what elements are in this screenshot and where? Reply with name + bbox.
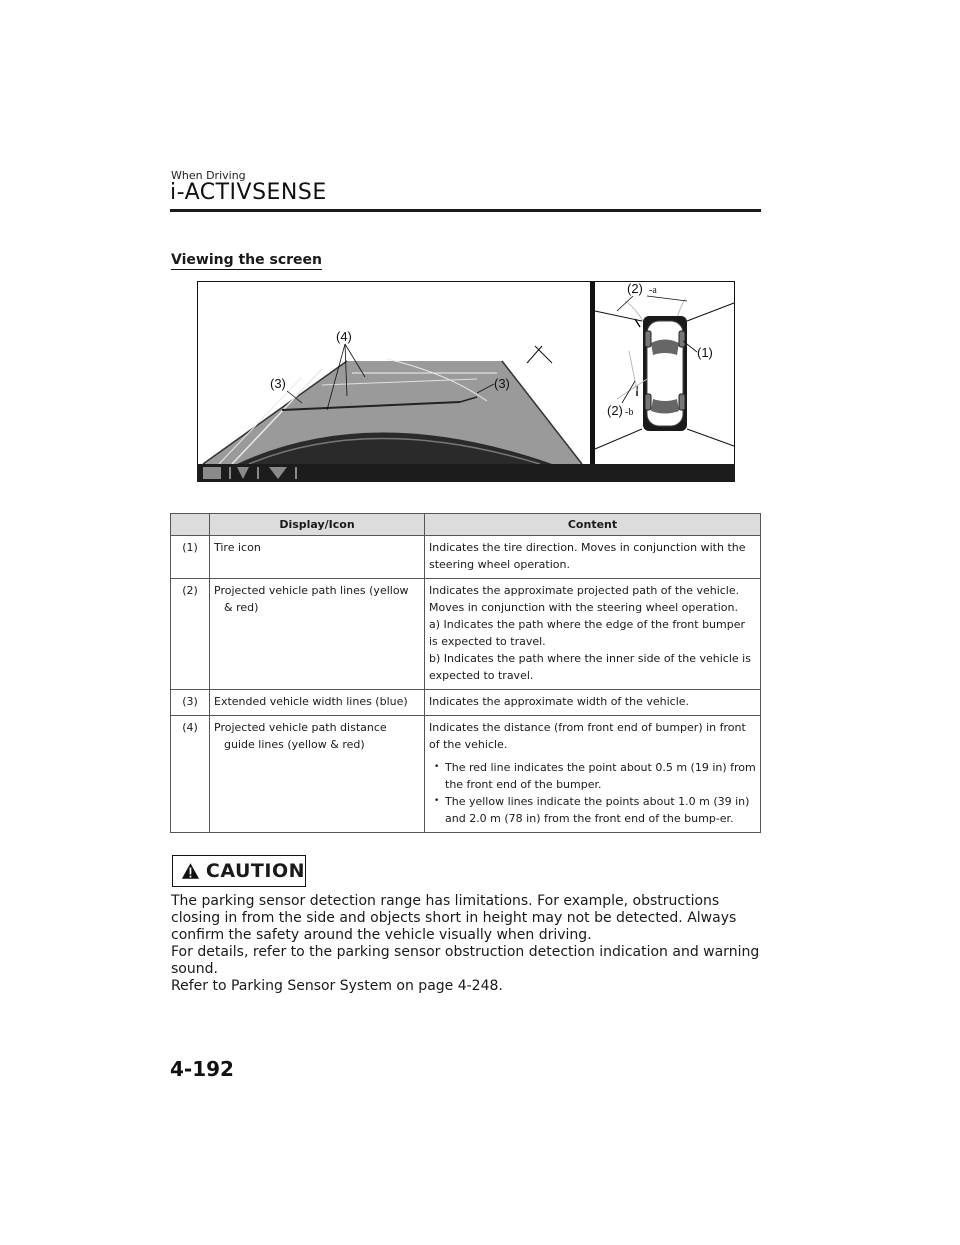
caution-box bbox=[172, 855, 306, 887]
callout-path-inner: (2) bbox=[607, 403, 623, 418]
table-row bbox=[171, 716, 761, 833]
callout-path-front: (2) bbox=[627, 281, 643, 296]
content-text: Indicates the approximate width of the vehicle. bbox=[429, 695, 690, 708]
display-text: Extended vehicle width lines (blue) bbox=[214, 695, 408, 708]
header-rule bbox=[170, 209, 761, 212]
content-text-a: a) Indicates the path where the edge of the front bumper is expected to travel. bbox=[429, 618, 746, 648]
table-row bbox=[171, 690, 761, 716]
callout-distance-lines: (4) bbox=[336, 329, 352, 344]
list-item: • The red line indicates the point about 0.5 m (19 in) from the front end of the bumper. bbox=[429, 759, 756, 793]
display-text: Projected vehicle path lines (yellow bbox=[214, 584, 409, 597]
table-row bbox=[171, 579, 761, 690]
row-display bbox=[210, 579, 425, 690]
warning-triangle-icon bbox=[181, 861, 200, 881]
tire-icon-front-right bbox=[679, 331, 685, 347]
caution-paragraph: For details, refer to the parking sensor obstruction detection indication and warning sound. bbox=[171, 944, 760, 977]
table-header-row bbox=[171, 514, 761, 536]
caution-paragraph: The parking sensor detection range has limitations. For example, obstructions closing in from the side and objects short in height may not be detected. Always confirm the safety around the vehicle visually when driving. bbox=[171, 893, 737, 943]
content-text: Indicates the distance (from front end of bumper) in front of the vehicle. bbox=[429, 721, 746, 751]
chapter-title: i-ACTIVSENSE bbox=[170, 180, 327, 205]
list-item: • The yellow lines indicate the points about 1.0 m (39 in) and 2.0 m (78 in) from the front end of the bump-er. bbox=[429, 793, 756, 827]
callout-tire-icon: (1) bbox=[697, 345, 713, 360]
row-content bbox=[425, 536, 761, 579]
display-text: Projected vehicle path distance bbox=[214, 721, 387, 734]
tire-icon-front-left bbox=[645, 331, 651, 347]
caution-text bbox=[171, 893, 771, 995]
content-text: Indicates the approximate projected path of the vehicle. Moves in conjunction with the steering wheel operation. bbox=[429, 584, 740, 614]
content-text-b: b) Indicates the path where the inner side of the vehicle is expected to travel. bbox=[429, 652, 751, 682]
section-label: When Driving bbox=[171, 169, 246, 182]
display-text-line2: & red) bbox=[224, 601, 259, 614]
display-text: Tire icon bbox=[214, 541, 261, 554]
callout-path-inner-suffix: -b bbox=[625, 407, 634, 418]
row-content bbox=[425, 690, 761, 716]
camera-screen-figure bbox=[197, 281, 735, 482]
row-number: (2) bbox=[171, 579, 210, 690]
caution-paragraph: Refer to Parking Sensor System on page 4-248. bbox=[171, 978, 503, 994]
row-number: (4) bbox=[171, 716, 210, 833]
table-header-num bbox=[171, 514, 210, 536]
display-text-line2: guide lines (yellow & red) bbox=[224, 738, 365, 751]
callout-width-left: (3) bbox=[270, 376, 286, 391]
callout-width-right: (3) bbox=[494, 376, 510, 391]
row-display bbox=[210, 536, 425, 579]
bullet-list bbox=[429, 759, 756, 827]
table-header-content: Content bbox=[425, 514, 761, 536]
table-header-display: Display/Icon bbox=[210, 514, 425, 536]
row-content bbox=[425, 716, 761, 833]
camera-view-icon bbox=[203, 467, 221, 479]
callout-path-front-suffix: -a bbox=[649, 285, 657, 296]
page-number: 4-192 bbox=[170, 1057, 234, 1081]
row-number: (3) bbox=[171, 690, 210, 716]
row-display bbox=[210, 690, 425, 716]
content-text: Indicates the tire direction. Moves in conjunction with the steering wheel operation. bbox=[429, 541, 746, 571]
row-number: (1) bbox=[171, 536, 210, 579]
row-display bbox=[210, 716, 425, 833]
row-content bbox=[425, 579, 761, 690]
display-icon-table bbox=[170, 513, 761, 833]
caution-label: CAUTION bbox=[205, 860, 305, 882]
subheading-viewing-screen: Viewing the screen bbox=[171, 252, 322, 268]
table-row bbox=[171, 536, 761, 579]
